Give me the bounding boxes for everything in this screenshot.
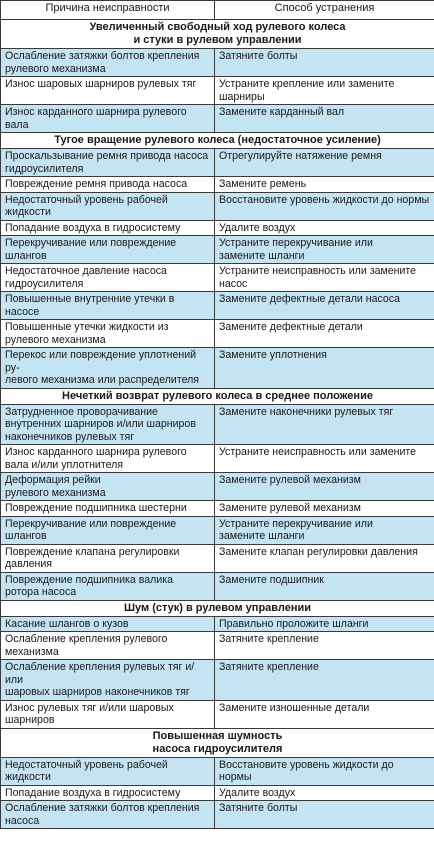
cause-cell-line: рулевого механизма [5, 486, 106, 499]
table-row [1, 445, 434, 473]
section-title [1, 20, 434, 49]
cause-cell-line: Повышенные внутренние утечки в [5, 293, 175, 305]
section-title-line: насоса гидроусилителя [152, 742, 283, 755]
table-row [1, 149, 434, 177]
cause-cell-line: гидроусилителя [5, 277, 84, 290]
cause-cell-line: Ослабление затяжки болтов крепления [5, 50, 200, 62]
fix-cell [215, 177, 434, 193]
fix-cell-line: Восстановите уровень жидкости до [219, 758, 394, 771]
table-row [1, 785, 434, 801]
fix-cell [215, 77, 434, 105]
section-title [1, 133, 434, 149]
cause-cell-line: Попадание воздуха в гидросистему [5, 786, 181, 799]
table-row [1, 801, 434, 829]
cause-cell-line: насоса [5, 814, 40, 827]
cause-cell [1, 544, 215, 572]
cause-cell [1, 236, 215, 264]
table-row [1, 105, 434, 133]
cause-cell-line: вала и/или уплотнителя [5, 458, 124, 471]
cause-cell [1, 757, 215, 785]
fix-cell-line: Замените наконечники рулевых тяг [219, 405, 394, 418]
table-row [1, 616, 434, 632]
cause-cell-line: Попадание воздуха в гидросистему [5, 221, 181, 234]
fix-cell [215, 264, 434, 292]
fix-cell [215, 757, 434, 785]
cause-cell-line: левого механизма или распределителя [5, 374, 200, 386]
cause-cell-line: Ослабление затяжки болтов крепления [5, 802, 200, 814]
fix-cell-line: Замените рулевой механизм [219, 502, 361, 514]
cause-cell [1, 404, 215, 445]
cause-cell-line: Повреждение подшипника валика [5, 573, 174, 586]
fix-cell-line: Удалите воздух [219, 786, 296, 799]
table-row [1, 544, 434, 572]
fix-cell-line: насос [219, 277, 248, 290]
cause-cell [1, 320, 215, 348]
cause-cell [1, 49, 215, 77]
table-row [1, 236, 434, 264]
cause-cell-line: ротора насоса [5, 586, 77, 598]
table-row [1, 220, 434, 236]
fix-cell [215, 220, 434, 236]
fix-cell-line: Замените изношенные детали [219, 701, 370, 714]
cause-cell-line: наконечников рулевых тяг [5, 430, 135, 443]
table-row [1, 572, 434, 600]
fix-cell-line: Правильно проложите шланги [219, 617, 369, 630]
section-title-line: Шум (стук) в рулевом управлении [123, 601, 312, 614]
fix-cell-line: Замените рулевой механизм [219, 474, 361, 486]
table-body [1, 20, 434, 829]
fix-cell [215, 445, 434, 473]
cause-cell [1, 348, 215, 389]
fix-cell-line: Замените ремень [219, 178, 307, 190]
section-title [1, 388, 434, 404]
cause-cell-line: шаровых шарниров наконечников тяг [5, 686, 190, 698]
section-header-row [1, 600, 434, 616]
fix-cell-line: Устраните перекручивание или [219, 237, 373, 249]
fix-cell [215, 149, 434, 177]
fix-cell-line: Затяните крепление [219, 633, 319, 645]
cause-cell-line: шарниров [5, 714, 55, 726]
fix-cell-line: Затяните болты [219, 50, 298, 62]
section-title-line: и стуки в рулевом управлении [133, 34, 302, 46]
fix-cell [215, 572, 434, 600]
fix-cell [215, 616, 434, 632]
table-row [1, 77, 434, 105]
section-title-line: Увеличенный свободный ход рулевого колеса [89, 21, 346, 33]
fix-cell-line: Затяните болты [219, 802, 298, 814]
cause-cell-line: Недостаточный уровень рабочей [5, 758, 168, 771]
fix-cell-line: Замените карданный вал [219, 106, 345, 118]
fix-cell-line: Удалите воздух [219, 221, 296, 234]
table-row [1, 348, 434, 389]
cause-cell-line: внутренних шарниров и/или шарниров [5, 418, 196, 430]
fix-cell-line: Устраните неисправность или замените [219, 446, 417, 458]
cause-cell-line: Повышенные утечки жидкости из [5, 321, 169, 333]
fix-cell-line: Устраните перекручивание или [219, 517, 373, 530]
cause-cell-line: Износ карданного шарнира рулевого вала [5, 106, 187, 131]
fix-cell [215, 544, 434, 572]
cause-cell-line: рулевого механизма [5, 62, 106, 75]
fix-cell [215, 516, 434, 544]
cause-cell [1, 192, 215, 220]
fix-cell-line: Замените клапан регулировки давления [219, 545, 418, 558]
cause-cell [1, 801, 215, 829]
table-row [1, 700, 434, 728]
fix-cell [215, 404, 434, 445]
cause-cell [1, 445, 215, 473]
cause-cell-line: Повреждение клапана регулировки [5, 545, 180, 558]
cause-cell [1, 700, 215, 728]
table-header-row [1, 1, 434, 20]
cause-cell-line: рулевого механизма [5, 333, 106, 346]
table-row [1, 632, 434, 660]
cause-cell-line: Ослабление крепления рулевых тяг и/или [5, 661, 195, 686]
cause-cell [1, 785, 215, 801]
fix-cell [215, 632, 434, 660]
section-title-line: Тугое вращение рулевого колеса (недостаточное усиление) [54, 134, 381, 146]
cause-cell [1, 292, 215, 320]
fix-cell-line: Отрегулируйте натяжение ремня [219, 150, 382, 162]
cause-cell-line: Перекос или повреждение уплотнений ру- [5, 349, 197, 374]
cause-cell [1, 220, 215, 236]
cause-cell-line: шлангов [5, 530, 47, 542]
section-title [1, 600, 434, 616]
table-row [1, 264, 434, 292]
fix-cell [215, 192, 434, 220]
table-row [1, 177, 434, 193]
fix-cell-line: Восстановите уровень жидкости до нормы [219, 193, 430, 206]
fix-cell [215, 785, 434, 801]
fix-cell [215, 105, 434, 133]
table-row [1, 320, 434, 348]
fix-cell [215, 660, 434, 701]
fix-cell [215, 292, 434, 320]
fix-cell-line: Замените уплотнения [219, 349, 327, 361]
cause-cell-line: Проскальзывание ремня привода насоса [5, 150, 209, 162]
cause-cell-line: гидроусилителя [5, 162, 84, 175]
fix-cell [215, 801, 434, 829]
fix-cell-line: Замените подшипник [219, 573, 324, 586]
fix-cell-line: Устраните неисправность или замените [219, 265, 417, 277]
fix-cell-line: замените шланги [219, 530, 305, 542]
cause-cell [1, 516, 215, 544]
section-title-line: Повышенная шумность [152, 729, 283, 742]
cause-cell-line: Износ шаровых шарниров рулевых тяг [5, 78, 197, 90]
cause-cell-line: механизма [5, 645, 59, 658]
table-row [1, 473, 434, 501]
fix-cell [215, 49, 434, 77]
fix-cell-line: нормы [219, 771, 252, 783]
section-header-row [1, 133, 434, 149]
fix-cell [215, 700, 434, 728]
fix-cell-line: Замените дефектные детали насоса [219, 293, 401, 305]
section-header-row [1, 728, 434, 757]
section-title [1, 728, 434, 757]
cause-cell-line: Недостаточное давление насоса [5, 265, 167, 277]
cause-cell-line: давления [5, 558, 53, 570]
table-row [1, 49, 434, 77]
cause-cell-line: Ослабление крепления рулевого [5, 633, 168, 645]
section-header-row [1, 388, 434, 404]
cause-cell [1, 660, 215, 701]
cause-cell [1, 632, 215, 660]
cause-cell-line: насосе [5, 305, 40, 318]
cause-cell-line: шлангов [5, 249, 47, 262]
table-row [1, 292, 434, 320]
cause-cell-line: Повреждение ремня привода насоса [5, 178, 188, 190]
table-row [1, 660, 434, 701]
table-row [1, 516, 434, 544]
cause-cell-line: Касание шлангов о кузов [5, 617, 129, 630]
cause-cell [1, 616, 215, 632]
header-fix: Способ устранения [215, 1, 434, 20]
cause-cell-line: Деформация рейки [5, 474, 101, 486]
fix-cell-line: Устраните крепление или замените шарниры [219, 78, 395, 103]
header-cause: Причина неисправности [1, 1, 215, 20]
cause-cell [1, 105, 215, 133]
cause-cell [1, 149, 215, 177]
fix-cell [215, 501, 434, 517]
fix-cell-line: Затяните крепление [219, 661, 319, 673]
cause-cell-line: Перекручивание или повреждение [5, 237, 177, 249]
cause-cell-line: Износ карданного шарнира рулевого [5, 446, 187, 458]
fix-cell [215, 236, 434, 264]
section-header-row [1, 20, 434, 49]
cause-cell-line: Затрудненное проворачивание [5, 405, 158, 418]
table-row [1, 192, 434, 220]
fix-cell [215, 320, 434, 348]
fix-cell [215, 473, 434, 501]
fix-cell [215, 348, 434, 389]
fix-cell-line: Замените дефектные детали [219, 321, 363, 333]
fix-cell-line: замените шланги [219, 249, 305, 262]
cause-cell [1, 473, 215, 501]
cause-cell-line: Повреждение подшипника шестерни [5, 502, 187, 514]
cause-cell-line: жидкости [5, 771, 51, 783]
cause-cell [1, 264, 215, 292]
cause-cell [1, 572, 215, 600]
cause-cell [1, 177, 215, 193]
section-title-line: Нечеткий возврат рулевого колеса в среднее положение [62, 389, 373, 402]
cause-cell [1, 77, 215, 105]
cause-cell-line: Износ рулевых тяг и/или шаровых [5, 701, 174, 714]
cause-cell [1, 501, 215, 517]
table-row [1, 404, 434, 445]
cause-cell-line: Перекручивание или повреждение [5, 517, 177, 530]
table-row [1, 757, 434, 785]
table-row [1, 501, 434, 517]
cause-cell-line: Недостаточный уровень рабочей жидкости [5, 193, 168, 218]
